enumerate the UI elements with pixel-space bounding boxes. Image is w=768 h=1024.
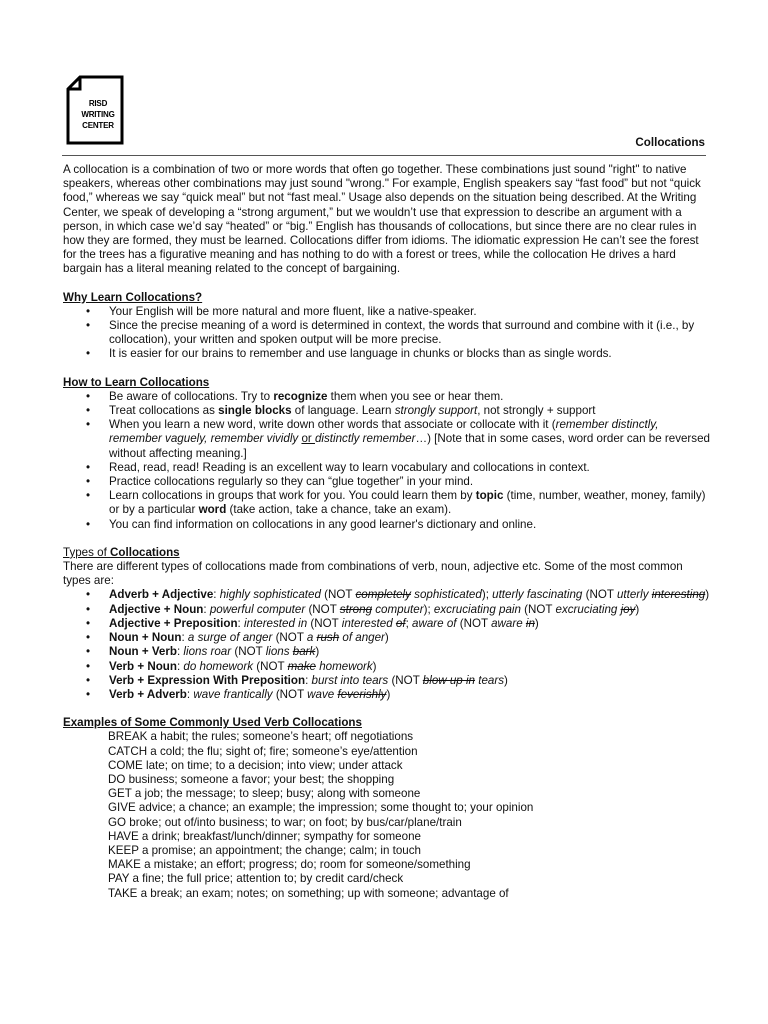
list-item: • Learn collocations in groups that work for you. You could learn them by topic (time, number, weather, money, family) or by a particular word (take action, take a chance, take an exam). — [63, 489, 711, 517]
examples-list — [63, 730, 711, 900]
page-title: Collocations — [635, 136, 705, 149]
list-item: • Verb + Noun: do homework (NOT make homework) — [63, 660, 711, 674]
logo-text — [76, 98, 120, 131]
types-section — [63, 546, 711, 702]
types-intro: There are different types of collocations made from combinations of verb, noun, adjective etc. Some of the most common types are: — [63, 560, 683, 588]
list-item: • Verb + Expression With Preposition: burst into tears (NOT blow up in tears) — [63, 674, 711, 688]
example-line: CATCH a cold; the flu; sight of; fire; someone’s eye/attention — [108, 744, 418, 758]
list-item: • Since the precise meaning of a word is determined in context, the words that surround and combine with it (i.e., by collocation), your written and spoken output will be more precise. — [63, 319, 711, 347]
types-heading: Types of Collocations — [63, 545, 180, 559]
list-item: • Read, read, read! Reading is an excellent way to learn vocabulary and collocations in context. — [63, 461, 711, 475]
example-line: KEEP a promise; an appointment; the change; calm; in touch — [108, 843, 422, 857]
list-item: • Be aware of collocations. Try to recognize them when you see or hear them. — [63, 390, 711, 404]
example-line: MAKE a mistake; an effort; progress; do; room for someone/something — [108, 858, 471, 872]
why-list — [63, 305, 711, 362]
list-item: • You can find information on collocations in any good learner's dictionary and online. — [63, 518, 711, 532]
header-divider — [62, 155, 706, 156]
list-item: • Adverb + Adjective: highly sophisticated (NOT completely sophisticated); utterly fascinating (NOT utterly interesting) — [63, 588, 711, 602]
example-line: GO broke; out of/into business; to war; on foot; by bus/car/plane/train — [108, 815, 462, 829]
document-body — [63, 163, 711, 901]
list-item: • Adjective + Preposition: interested in (NOT interested of; aware of (NOT aware in) — [63, 617, 711, 631]
example-line: GIVE advice; a chance; an example; the impression; some thought to; your opinion — [108, 801, 534, 815]
logo-line: CENTER — [82, 121, 114, 130]
example-line: TAKE a break; an exam; notes; on something; up with someone; advantage of — [108, 886, 509, 900]
how-heading: How to Learn Collocations — [63, 375, 210, 389]
example-line: BREAK a habit; the rules; someone’s heart; off negotiations — [108, 730, 414, 744]
list-item: • It is easier for our brains to remember and use language in chunks or blocks than as single words. — [63, 347, 711, 361]
examples-section — [63, 716, 711, 901]
logo-line: WRITING — [81, 110, 115, 119]
list-item: • Verb + Adverb: wave frantically (NOT wave feverishly) — [63, 688, 711, 702]
list-item: • Adjective + Noun: powerful computer (NOT strong computer); excruciating pain (NOT excruciating joy) — [63, 603, 711, 617]
how-list — [63, 390, 711, 532]
list-item: • When you learn a new word, write down other words that associate or collocate with it (remember distinctly, remember vaguely, remember vividly or distinctly remember…) [Note that in some cases, word order can be reversed without affecting meaning.] — [63, 418, 711, 461]
example-line: GET a job; the message; to sleep; busy; along with someone — [108, 787, 421, 801]
list-item: • Treat collocations as single blocks of language. Learn strongly support, not strongly + support — [63, 404, 711, 418]
intro-paragraph: A collocation is a combination of two or more words that often go together. These combinations just sound "right" to native speakers, whereas other combinations may just sound "wrong." For example, English speakers say “fast food” but not “quick food,” whereas we say “quick meal” but not “fast meal.” Usage also depends on the situation being described. At the Writing Center, we speak of developing a “strong argument,” but we wouldn’t use that expression to describe an argument with a person, in which case we’d say “heated” or “big.” English has thousands of collocations, but since there are no clear rules in how they are formed, they must be learned. Collocations differ from idioms. The idiomatic expression He can’t see the forest for the trees has a figurative meaning and has nothing to do with a forest or trees, while the collocation He drives a hard bargain has a literal meaning related to the concept of bargaining. — [63, 163, 701, 276]
example-line: HAVE a drink; breakfast/lunch/dinner; sympathy for someone — [108, 829, 421, 843]
list-item: • Your English will be more natural and more fluent, like a native-speaker. — [63, 305, 711, 319]
logo-line: RISD — [88, 99, 108, 108]
list-item: • Practice collocations regularly so they can “glue together” in your mind. — [63, 475, 711, 489]
list-item: • Noun + Verb: lions roar (NOT lions bark) — [63, 645, 711, 659]
example-line: DO business; someone a favor; your best; the shopping — [108, 772, 395, 786]
why-section — [63, 291, 711, 362]
why-heading: Why Learn Collocations? — [63, 290, 203, 304]
examples-heading: Examples of Some Commonly Used Verb Collocations — [63, 716, 362, 730]
types-list — [63, 588, 711, 702]
how-section — [63, 376, 711, 532]
example-line: COME late; on time; to a decision; into view; under attack — [108, 758, 403, 772]
example-line: PAY a fine; the full price; attention to; by credit card/check — [108, 872, 404, 886]
list-item: • Noun + Noun: a surge of anger (NOT a rush of anger) — [63, 631, 711, 645]
